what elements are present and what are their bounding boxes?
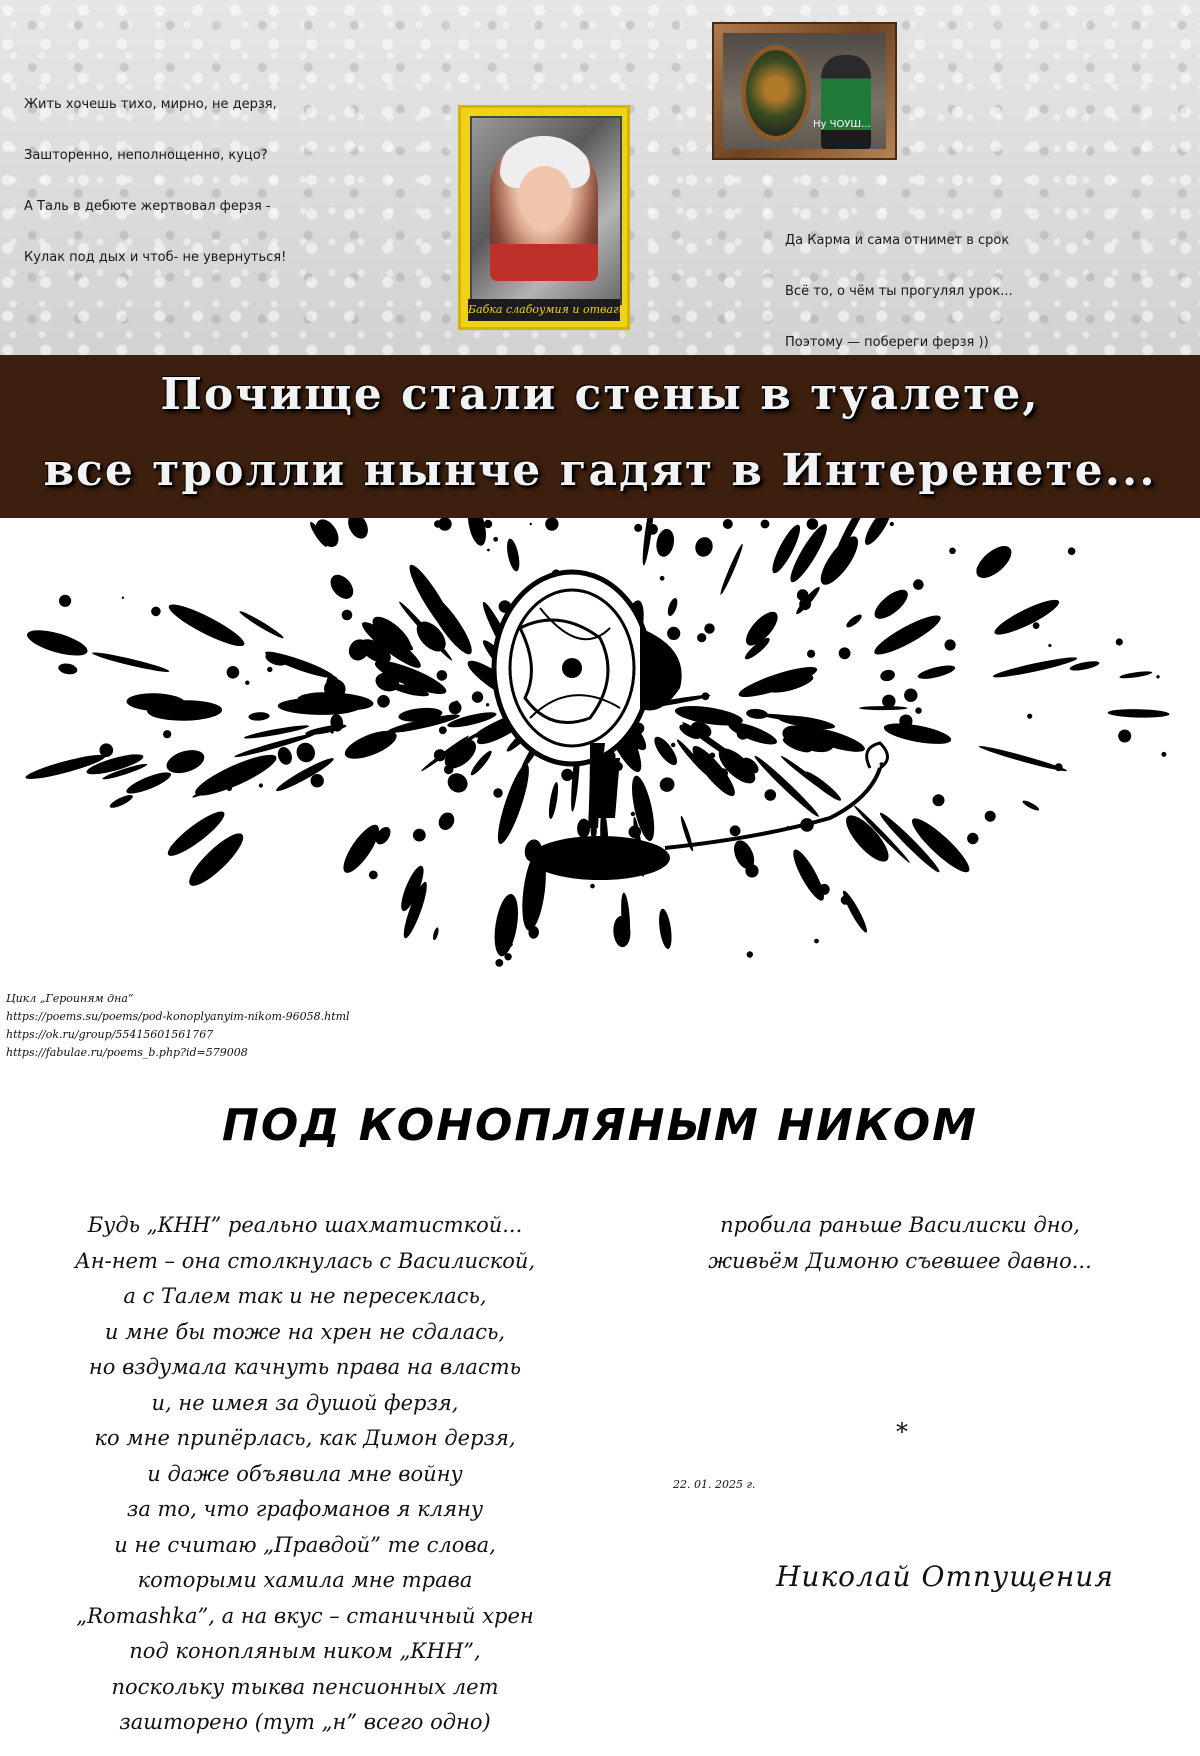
ink-drop <box>369 871 378 880</box>
sources-list <box>6 990 350 1062</box>
poem-line: ко мне припёрлась, как Димон дерзя, <box>94 1426 516 1450</box>
separator-asterisk: * <box>896 1418 908 1446</box>
ink-splat <box>1108 709 1170 719</box>
ink-drop <box>437 670 448 681</box>
ink-drop <box>967 833 978 844</box>
ink-drop <box>484 520 492 528</box>
ink-drop <box>697 633 706 642</box>
portrait-shirt <box>490 244 598 281</box>
ink-drop <box>660 576 665 581</box>
ink-drop <box>163 730 171 738</box>
ink-drop <box>737 728 749 740</box>
ink-drop <box>635 730 640 735</box>
ink-splat <box>547 781 560 819</box>
ink-splat <box>657 908 674 950</box>
ink-drop <box>765 789 777 801</box>
ink-drop <box>915 707 921 713</box>
ink-splat <box>650 733 681 768</box>
ink-drop <box>718 768 728 778</box>
ink-splat <box>432 927 440 941</box>
ink-drop <box>723 519 733 529</box>
stanza-1 <box>24 62 361 300</box>
ink-drop <box>799 598 811 610</box>
ink-drop <box>634 524 642 532</box>
ink-splat <box>992 654 1078 680</box>
ink-drop <box>245 681 249 685</box>
splatter-fan-illustration <box>0 518 1200 978</box>
ink-drop <box>730 825 741 836</box>
ink-drop <box>486 703 489 706</box>
ink-drop <box>631 812 635 816</box>
poem-line: и, не имея за душой ферзя, <box>151 1390 459 1415</box>
ink-drop <box>704 623 714 633</box>
ink-drop <box>913 579 924 590</box>
poem-line: Будь „КНН” реально шахматисткой... <box>87 1213 523 1237</box>
source-link[interactable]: https://ok.ru/group/55415601561767 <box>6 1028 214 1041</box>
banner-line-1: Почище стали стены в туалете, <box>160 369 1040 420</box>
source-link[interactable]: https://poems.su/poems/pod-konoplyanyim-nikom-96058.html <box>6 1010 350 1023</box>
poem-line: Всё то, о чём ты прогулял урок... <box>785 284 1013 299</box>
ink-drop <box>949 548 956 555</box>
ink-splat <box>275 745 294 767</box>
ink-drop <box>487 549 490 552</box>
ink-splat <box>666 597 679 617</box>
poem-line: зашторено (тут „н” всего одно) <box>119 1710 491 1734</box>
poem-line: и даже объявила мне войну <box>147 1461 463 1486</box>
ink-drop <box>495 959 503 967</box>
ink-splat <box>917 663 957 682</box>
poem-line: под конопляным ником „КНН”, <box>129 1639 481 1663</box>
poem-line: живьём Димоню съевшее давно... <box>708 1248 1092 1273</box>
poem-author: Николай Отпущения <box>776 1560 1114 1593</box>
ink-splat <box>344 518 372 542</box>
poem-line: Зашторенно, неполнощенно, куцо? <box>24 148 268 163</box>
ink-splat <box>492 761 534 846</box>
ink-splat <box>788 846 829 904</box>
poem-line: „Romashka”, а на вкус – станичный хрен <box>76 1603 534 1628</box>
ink-drop <box>590 884 595 889</box>
ink-drop <box>807 518 819 530</box>
poem-line: Кулак под дых и чтоб- не увернуться! <box>24 250 287 265</box>
poem-right-column <box>670 1208 1130 1279</box>
cycle-title: Цикл „Героиням дна” <box>6 992 134 1005</box>
ink-drop <box>709 753 715 759</box>
ink-drop <box>719 783 723 787</box>
poem-line: Ан-нет – она столкнулась с Василиской, <box>74 1248 536 1273</box>
poem-line: Да Карма и сама отнимет в срок <box>785 233 1010 248</box>
photo-mirror <box>741 45 811 141</box>
ink-drop <box>977 564 988 575</box>
ink-drop <box>691 722 704 735</box>
ink-drop <box>671 743 675 747</box>
ink-drop <box>1156 675 1159 678</box>
ink-drop <box>259 783 263 787</box>
ink-splat <box>746 708 769 720</box>
ink-drop <box>1055 763 1063 771</box>
ink-drop <box>1161 752 1166 757</box>
ink-splat <box>263 648 335 682</box>
banner <box>0 355 1200 518</box>
ink-drop <box>326 676 338 688</box>
ink-splat <box>165 598 248 652</box>
ink-splat <box>491 892 522 958</box>
ink-drop <box>508 942 512 946</box>
ink-splat <box>124 768 173 797</box>
ink-drop <box>985 811 996 822</box>
ink-drop <box>561 769 573 781</box>
portrait-photo <box>490 136 598 281</box>
poem-date: 22. 01. 2025 г. <box>673 1478 756 1491</box>
ink-splat <box>859 706 908 710</box>
photo-person <box>821 55 871 149</box>
ink-drop <box>667 627 680 640</box>
ink-drop <box>747 951 753 957</box>
ink-drop <box>745 864 758 877</box>
ink-drop <box>545 518 558 531</box>
splatter-svg <box>0 518 1200 978</box>
ink-drop <box>841 896 850 905</box>
ink-splat <box>577 818 590 838</box>
ink-drop <box>629 826 642 839</box>
ink-drop <box>455 701 459 705</box>
ink-drop <box>472 691 483 702</box>
ink-drop <box>1048 644 1051 647</box>
poem-line: пробила раньше Василиски дно, <box>720 1213 1080 1237</box>
ink-drop <box>227 666 240 679</box>
ink-splat <box>505 538 522 573</box>
ink-drop <box>122 597 124 599</box>
ink-splat <box>752 753 821 819</box>
ink-splat <box>1069 659 1100 672</box>
poem-line: но вздумала качнуть права на власть <box>88 1355 522 1379</box>
ink-splat <box>338 820 385 877</box>
ink-drop <box>702 692 710 700</box>
ink-splat <box>164 746 207 778</box>
top-panel <box>0 0 1200 355</box>
ink-splat <box>879 668 896 682</box>
ink-splat <box>870 585 912 624</box>
ink-drop <box>331 731 334 734</box>
ink-drop <box>504 953 511 960</box>
ink-splat <box>1021 799 1040 812</box>
ink-drop <box>945 639 956 650</box>
ink-drop <box>1116 638 1123 645</box>
ink-splat <box>191 763 259 800</box>
ink-splat <box>57 662 78 676</box>
portrait-frame <box>458 105 630 330</box>
ink-drop <box>311 774 324 787</box>
ink-drop <box>100 743 114 757</box>
ink-drop <box>267 667 272 672</box>
ink-drop <box>933 794 945 806</box>
ink-splat <box>693 535 715 559</box>
top-left-poem <box>24 28 361 355</box>
ink-splat <box>248 712 270 722</box>
ink-splat <box>24 625 90 661</box>
ink-drop <box>819 884 830 895</box>
ink-splat <box>654 527 676 558</box>
ink-drop <box>481 529 484 532</box>
ink-drop <box>395 684 399 688</box>
poem-line: Поэтому — побереги ферзя )) <box>785 335 989 350</box>
portrait-face <box>518 166 572 228</box>
ink-splat <box>294 740 318 765</box>
ink-splat <box>882 719 952 748</box>
photo-frame <box>712 22 897 160</box>
ink-splat <box>238 609 285 640</box>
stanza-right <box>785 198 1106 355</box>
poem-line: за то, что графоманов я кляну <box>126 1497 484 1521</box>
poem-title: ПОД КОНОПЛЯНЫМ НИКОМ <box>222 1100 978 1151</box>
ink-drop <box>59 595 71 607</box>
ink-splat <box>779 754 840 802</box>
ink-drop <box>347 866 349 868</box>
ink-splat <box>978 743 1068 773</box>
ink-splat <box>726 718 779 749</box>
poem-line: Жить хочешь тихо, мирно, не дерзя, <box>24 97 277 112</box>
ink-drop <box>227 786 232 791</box>
ink-drop <box>890 522 894 526</box>
ink-drop <box>1118 730 1131 743</box>
top-right-poem <box>785 164 1106 355</box>
ink-drop <box>807 650 815 658</box>
poem-line: и не считаю „Правдой” те слова, <box>114 1532 496 1557</box>
ink-drop <box>444 765 453 774</box>
ink-splat <box>718 543 744 596</box>
ink-splat <box>436 810 458 833</box>
ink-splat <box>126 692 185 712</box>
ink-drop <box>530 523 532 525</box>
ink-drop <box>882 695 895 708</box>
ink-drop <box>342 610 353 621</box>
ink-drop <box>885 644 888 647</box>
ink-drop <box>899 715 912 728</box>
ink-splat <box>844 612 863 629</box>
ink-drop <box>403 684 408 689</box>
poem-line: поскольку тыква пенсионных лет <box>111 1674 499 1699</box>
ink-drop <box>938 837 946 845</box>
portrait-inner-frame <box>470 116 622 305</box>
poem-line: которыми хамила мне трава <box>137 1568 473 1592</box>
ink-drop <box>493 537 498 542</box>
ink-drop <box>493 788 502 797</box>
source-link[interactable]: https://fabulae.ru/poems_b.php?id=579008 <box>6 1046 248 1059</box>
banner-line-2: все тролли нынче гадят в Интеренете... <box>43 445 1157 496</box>
ink-splat <box>108 793 134 811</box>
ink-drop <box>151 607 161 617</box>
ink-drop <box>1027 714 1032 719</box>
ink-drop <box>1033 622 1040 629</box>
ink-splat <box>657 775 676 794</box>
photo-image <box>723 33 886 149</box>
poem-line: и мне бы тоже на хрен не сдалась, <box>104 1319 506 1344</box>
ink-splat <box>971 540 1017 584</box>
ink-drop <box>814 939 819 944</box>
ink-drop <box>477 666 488 677</box>
poem-left-column <box>10 1208 600 1741</box>
ink-drop <box>377 695 390 708</box>
ink-drop <box>839 647 851 659</box>
poem-line: а с Талем так и не пересеклась, <box>123 1284 487 1308</box>
ink-splat <box>91 650 170 675</box>
ink-drop <box>647 524 658 535</box>
ink-splat <box>1119 670 1153 680</box>
ink-drop <box>434 520 442 528</box>
ink-drop <box>1068 547 1076 555</box>
ink-splat <box>861 518 896 548</box>
photo-caption: Ну ЧОУШ... <box>813 119 871 130</box>
ink-drop <box>439 726 447 734</box>
ink-drop <box>904 689 917 702</box>
ink-splat <box>991 594 1062 640</box>
ink-drop <box>413 829 426 842</box>
ink-drop <box>761 520 770 529</box>
portrait-caption: Бабка слабоумия и отваги <box>468 299 620 321</box>
poem-line: А Таль в дебюте жертвовал ферзя - <box>24 199 271 214</box>
ink-splat <box>326 570 358 603</box>
